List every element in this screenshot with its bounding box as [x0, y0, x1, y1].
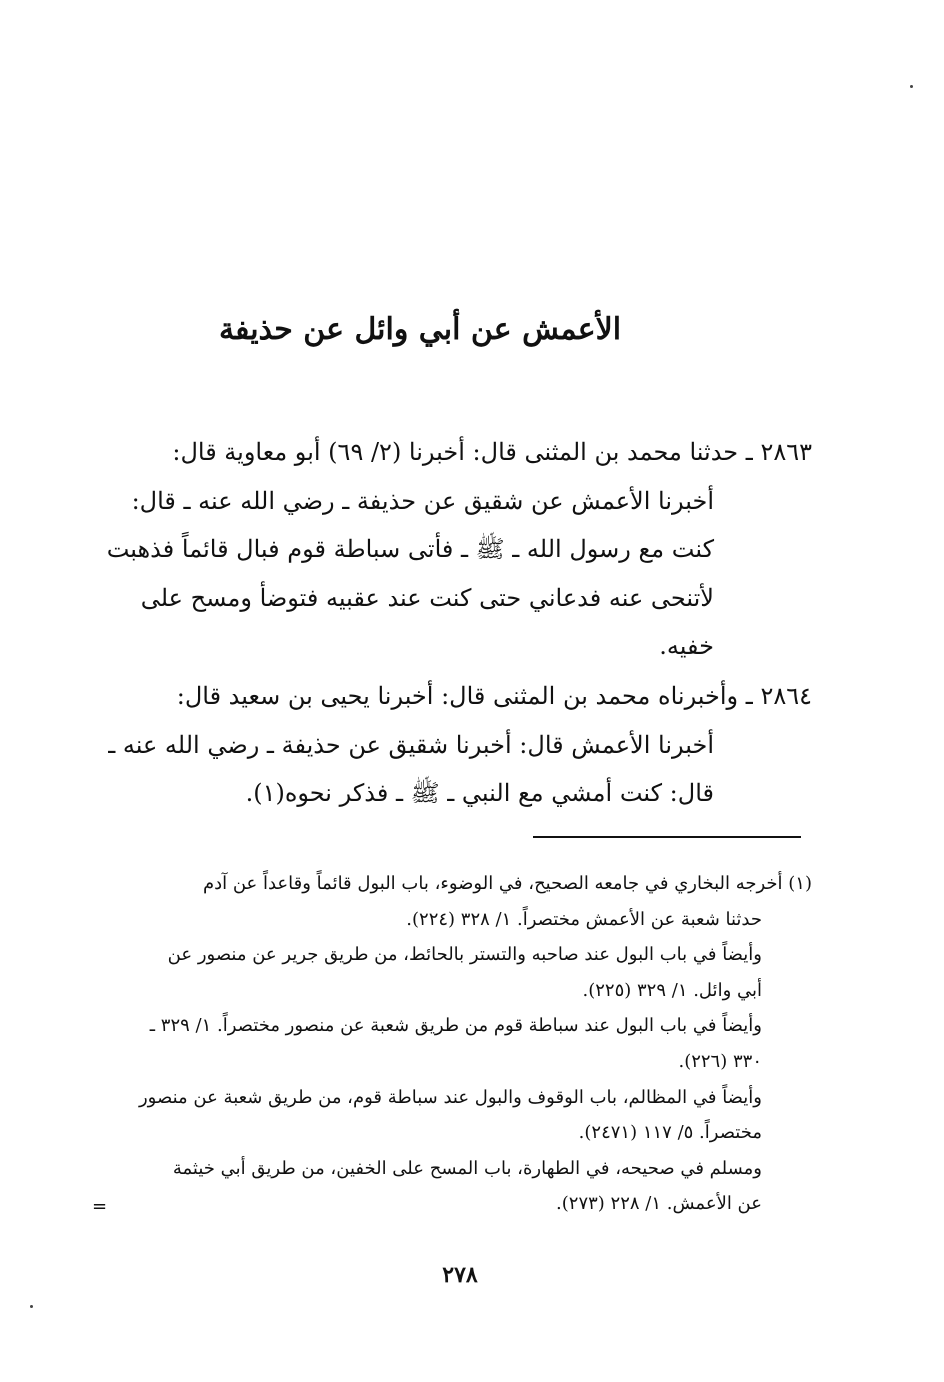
footnote-line: أبي وائل. ١/ ٣٢٩ (٢٢٥).	[582, 979, 762, 1001]
footnote-line: وأيضاً في باب البول عند صاحبه والتستر بالحائط، من طريق جرير عن منصور عن	[167, 944, 762, 966]
scan-speck	[910, 85, 913, 88]
hadith-line: خفيه.	[659, 632, 714, 660]
hadith-entry	[100, 672, 812, 818]
hadith-line: أخبرنا الأعمش قال: أخبرنا شقيق عن حذيفة ـ رضي الله عنه ـ	[108, 730, 714, 759]
continuation-mark: =	[92, 1196, 108, 1217]
hadith-line: أخبرنا الأعمش عن شقيق عن حذيفة ـ رضي الله عنه ـ قال:	[131, 486, 714, 515]
hadith-line: ٢٨٦٣ ـ حدثنا محمد بن المثنى قال: أخبرنا (٢/ ٦٩) أبو معاوية قال:	[172, 438, 812, 466]
hadith-line: لأتنحى عنه فدعاني حتى كنت عند عقبيه فتوضأ ومسح على	[140, 583, 714, 612]
hadith-line: كنت مع رسول الله ـ ﷺ ـ فأتى سباطة قوم فبال قائماً فذهبت	[106, 535, 714, 563]
footnote-line: حدثنا شعبة عن الأعمش مختصراً. ١/ ٣٢٨ (٢٢٤).	[406, 908, 762, 930]
scan-speck	[30, 1305, 33, 1308]
footnote-line: (١) أخرجه البخاري في جامعه الصحيح، في الوضوء، باب البول قائماً وقاعداً عن آدم	[202, 873, 812, 894]
footnote-line: مختصراً. ٥/ ١١٧ (٢٤٧١).	[578, 1122, 762, 1144]
footnotes	[100, 866, 812, 1222]
footnote-line: ٣٣٠ (٢٢٦).	[678, 1050, 762, 1072]
chapter-title: الأعمش عن أبي وائل عن حذيفة	[218, 312, 622, 347]
hadith-line: قال: كنت أمشي مع النبي ـ ﷺ ـ فذكر نحوه(١).	[245, 779, 714, 807]
hadith-line: ٢٨٦٤ ـ وأخبرناه محمد بن المثنى قال: أخبرنا يحيى بن سعيد قال:	[176, 682, 812, 710]
footnote-line: ومسلم في صحيحه، في الطهارة، باب المسح على الخفين، من طريق أبي خيثمة	[172, 1157, 762, 1179]
footnote-line: وأيضاً في باب البول عند سباطة قوم من طريق شعبة عن منصور مختصراً. ١/ ٣٢٩ ـ	[149, 1015, 762, 1037]
page-number: ٢٧٨	[442, 1262, 478, 1288]
footnote-line: وأيضاً في المظالم، باب الوقوف والبول عند سباطة قوم، من طريق شعبة عن منصور	[138, 1086, 762, 1108]
footnote-line: عن الأعمش. ١/ ٢٢٨ (٢٧٣).	[556, 1193, 762, 1215]
footnote-separator	[533, 836, 801, 838]
hadith-entry	[100, 428, 812, 671]
